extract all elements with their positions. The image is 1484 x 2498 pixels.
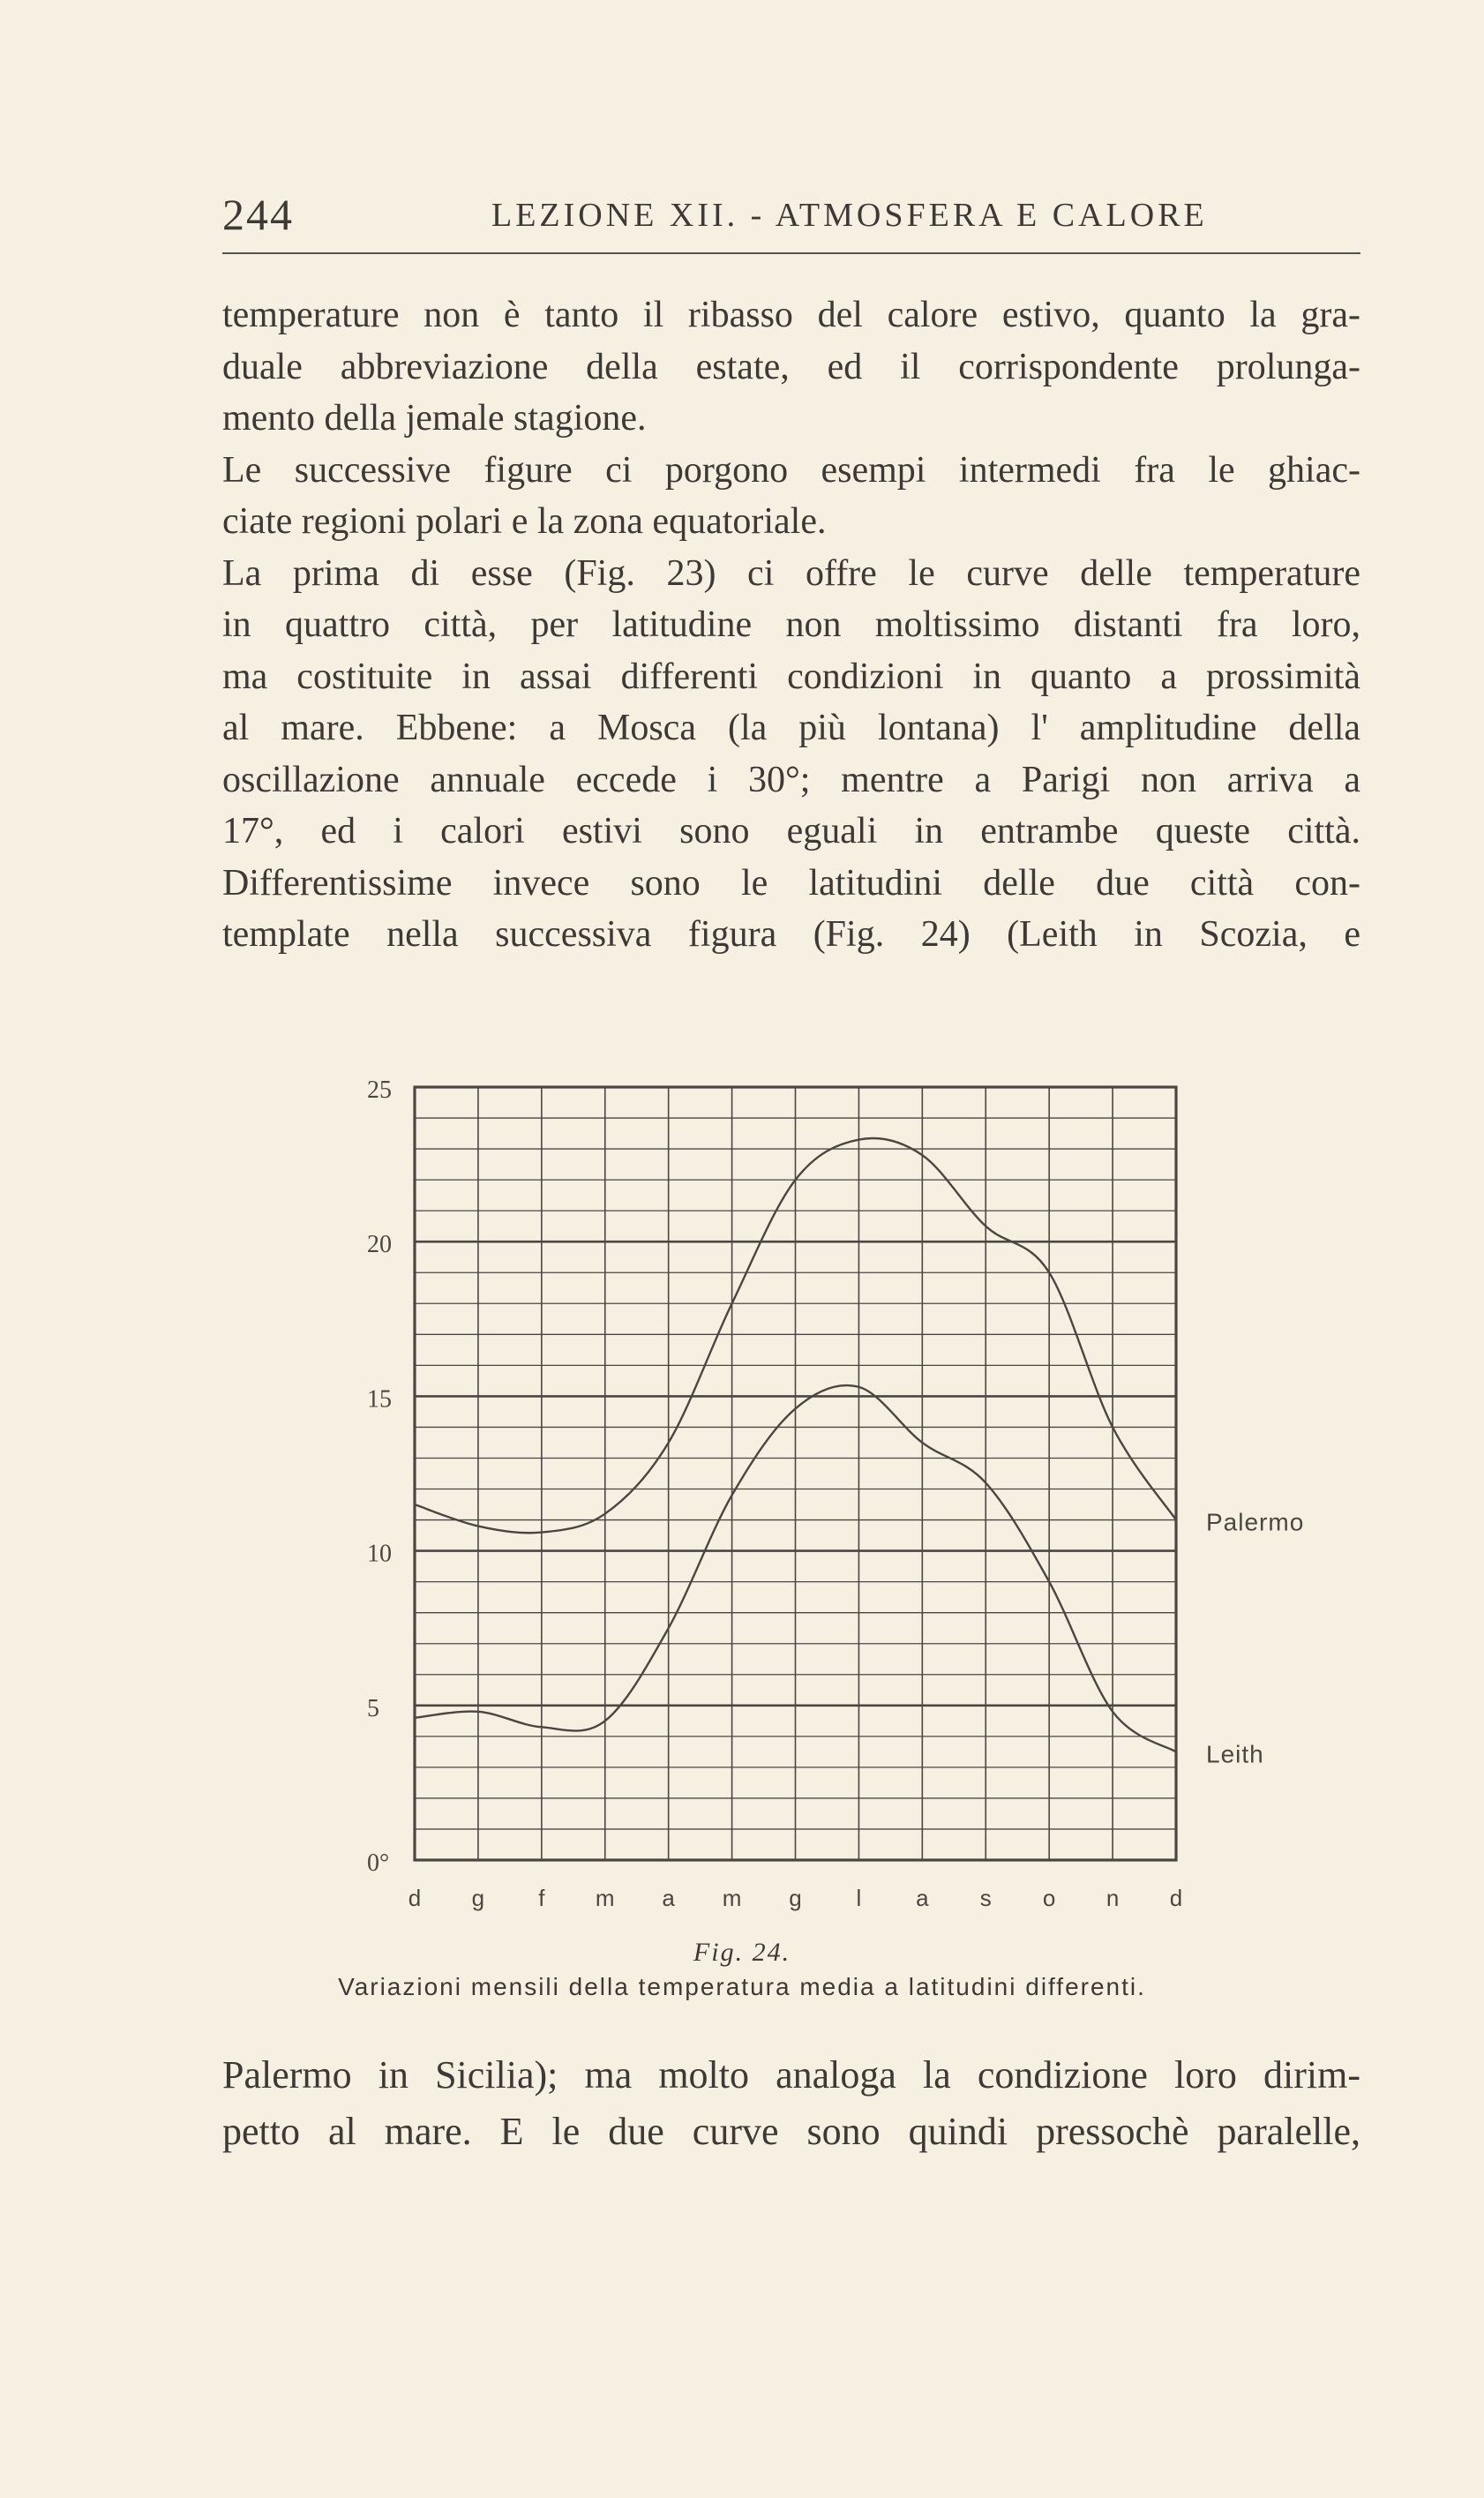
text-line: in quattro città, per latitudine non moltissimo distanti fra loro, bbox=[222, 604, 1360, 645]
y-tick-label: 5 bbox=[367, 1694, 379, 1722]
x-tick-label: n bbox=[1106, 1885, 1120, 1911]
x-tick-label: s bbox=[979, 1885, 992, 1911]
figure-caption: Variazioni mensili della temperatura media a latitudini differenti. bbox=[338, 1973, 1146, 2000]
running-title: LEZIONE XII. - ATMOSFERA E CALORE bbox=[491, 197, 1208, 234]
text-line: oscillazione annuale eccede i 30°; mentre a Parigi non arriva a bbox=[222, 759, 1360, 800]
body-text-bottom bbox=[222, 2047, 1360, 2160]
x-tick-label: g bbox=[471, 1885, 485, 1911]
x-tick-label: a bbox=[662, 1885, 675, 1911]
x-tick-label: d bbox=[408, 1885, 422, 1911]
legend-label-palermo: Palermo bbox=[1206, 1508, 1305, 1536]
text-line: 17°, ed i calori estivi sono eguali in entrambe queste città. bbox=[222, 811, 1360, 851]
header-rule bbox=[222, 252, 1360, 254]
x-tick-label: a bbox=[916, 1885, 929, 1911]
chart-series bbox=[415, 1138, 1176, 1752]
x-tick-label: m bbox=[595, 1885, 615, 1911]
x-tick-label: g bbox=[789, 1885, 802, 1911]
y-axis-ticks bbox=[367, 1076, 392, 1877]
body-text-top bbox=[222, 289, 1360, 961]
text-line: petto al mare. E le due curve sono quindi pressochè paralelle, bbox=[222, 2110, 1360, 2153]
x-tick-label: l bbox=[856, 1885, 862, 1911]
y-tick-label: 0° bbox=[367, 1849, 390, 1877]
text-line: temperature non è tanto il ribasso del calore estivo, quanto la gra- bbox=[222, 295, 1360, 335]
text-line: al mare. Ebbene: a Mosca (la più lontana) l' amplitudine della bbox=[222, 708, 1360, 748]
plot-frame bbox=[415, 1087, 1176, 1860]
x-tick-label: m bbox=[722, 1885, 742, 1911]
text-line: duale abbreviazione della estate, ed il corrispondente prolunga- bbox=[222, 346, 1360, 387]
text-line: Le successive figure ci porgono esempi intermedi fra le ghiac- bbox=[222, 449, 1360, 491]
x-axis-ticks bbox=[408, 1885, 1182, 1911]
figure-label: Fig. 24. bbox=[693, 1938, 791, 1967]
text-line: ciate regioni polari e la zona equatoriale. bbox=[222, 501, 827, 542]
y-tick-label: 25 bbox=[367, 1076, 392, 1104]
y-tick-label: 10 bbox=[367, 1540, 392, 1568]
chart-frame bbox=[415, 1087, 1176, 1860]
series-line-leith bbox=[415, 1385, 1176, 1752]
text-line: Palermo in Sicilia); ma molto analoga la condizione loro dirim- bbox=[222, 2053, 1360, 2097]
chart-legend bbox=[1206, 1509, 1304, 1768]
y-tick-label: 15 bbox=[367, 1385, 392, 1414]
x-tick-label: d bbox=[1169, 1885, 1183, 1911]
legend-label-leith: Leith bbox=[1206, 1740, 1264, 1768]
series-line-palermo bbox=[415, 1138, 1176, 1533]
text-line: ma costituite in assai differenti condizioni in quanto a prossimità bbox=[222, 656, 1360, 697]
text-line: mento della jemale stagione. bbox=[222, 398, 647, 439]
x-tick-label: o bbox=[1042, 1885, 1056, 1911]
y-tick-label: 20 bbox=[367, 1231, 392, 1259]
page-number: 244 bbox=[222, 190, 294, 239]
text-line: La prima di esse (Fig. 23) ci offre le curve delle temperature bbox=[222, 552, 1360, 594]
chart-grid bbox=[415, 1087, 1176, 1860]
text-line: Differentissime invece sono le latitudini delle due città con- bbox=[222, 862, 1360, 904]
x-tick-label: f bbox=[538, 1885, 545, 1911]
running-head bbox=[222, 189, 1360, 242]
text-line: template nella successiva figura (Fig. 24) (Leith in Scozia, e bbox=[222, 914, 1360, 955]
